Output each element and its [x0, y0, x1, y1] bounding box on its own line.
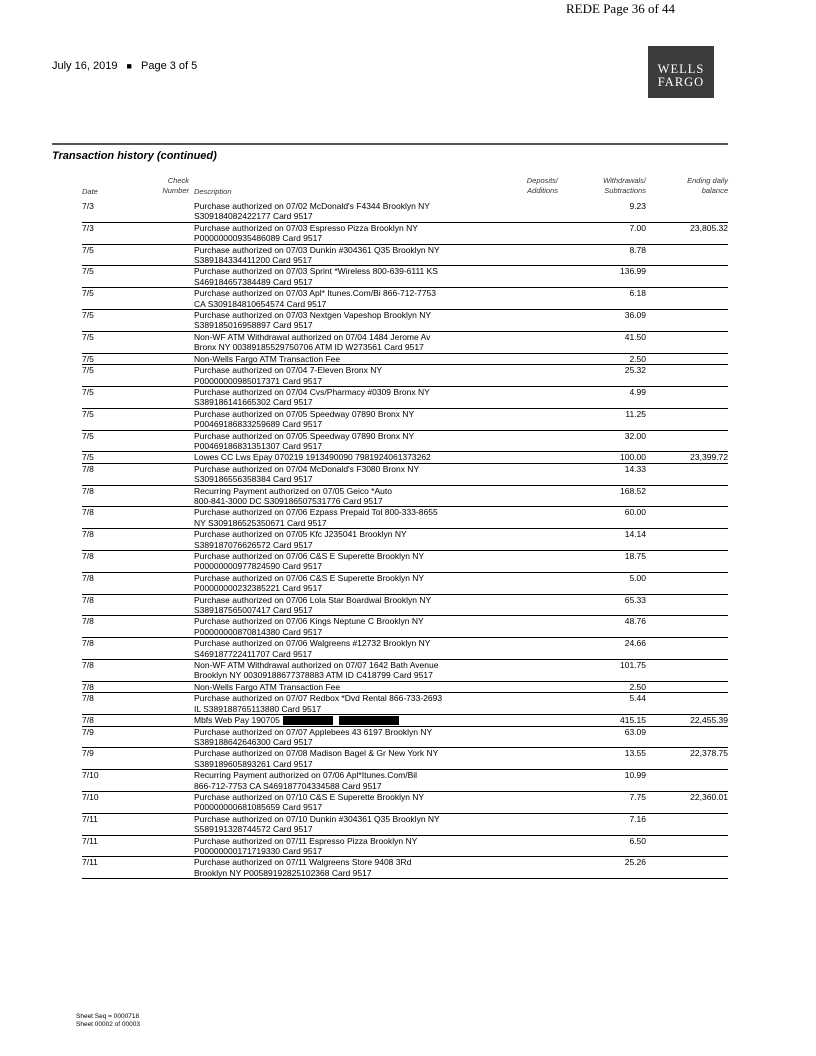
ending-daily-balance: 23,399.72: [690, 452, 728, 463]
transaction-date: 7/10: [82, 791, 99, 802]
col-check-line2: Number: [162, 186, 189, 195]
description-line1: Non-Wells Fargo ATM Transaction Fee: [194, 681, 341, 692]
transaction-description: [194, 727, 472, 748]
withdrawal-amount: 7.16: [629, 813, 646, 824]
transaction-description: [194, 266, 472, 287]
withdrawal-amount: 60.00: [624, 507, 646, 518]
withdrawal-amount: 7.75: [629, 791, 646, 802]
transaction-row: [82, 365, 728, 387]
withdrawal-amount: 168.52: [620, 485, 646, 496]
description-line2: S389185016958897 Card 9517: [194, 320, 313, 331]
transaction-description: [194, 365, 472, 386]
transaction-description: [194, 387, 472, 408]
ending-daily-balance: 23,805.32: [690, 222, 728, 233]
transaction-date: 7/3: [82, 201, 94, 211]
withdrawal-amount: 13.55: [624, 748, 646, 759]
transaction-date: 7/5: [82, 365, 94, 376]
transaction-row: [82, 727, 728, 749]
transaction-description: [194, 223, 472, 244]
transaction-description: [194, 693, 472, 714]
description-line1: Purchase authorized on 07/03 Espresso Pizza Brooklyn NY: [194, 222, 418, 233]
transaction-row: [82, 770, 728, 792]
description-line2: P00469186833259689 Card 9517: [194, 419, 323, 430]
description-line1: Purchase authorized on 07/07 Redbox *Dvd Rental 866-733-2693: [194, 693, 443, 704]
transaction-date: 7/8: [82, 507, 94, 518]
transaction-date: 7/8: [82, 529, 94, 540]
description-line2: S469184657384489 Card 9517: [194, 276, 313, 287]
transaction-row: [82, 266, 728, 288]
description-line1: Purchase authorized on 07/03 Sprint *Wireless 800-639-6111 KS: [194, 266, 438, 277]
description-line2: S389186141665302 Card 9517: [194, 397, 313, 408]
transaction-description: [194, 332, 472, 353]
transaction-date: 7/9: [82, 748, 94, 759]
col-balance-line1: Ending daily: [687, 176, 728, 185]
statement-page: Page 3 of 5: [141, 60, 198, 72]
transaction-date: 7/5: [82, 430, 94, 441]
transaction-row: [82, 857, 728, 879]
col-withdrawals-line2: Subtractions: [604, 186, 646, 195]
transaction-description: [194, 431, 472, 452]
transaction-row: [82, 551, 728, 573]
description-line1: Purchase authorized on 07/05 Speedway 07890 Bronx NY: [194, 408, 415, 419]
transaction-row: [82, 201, 728, 223]
transaction-date: 7/8: [82, 616, 94, 627]
statement-date: July 16, 2019: [52, 60, 118, 72]
transaction-row: [82, 354, 728, 365]
description-line1: Purchase authorized on 07/03 Dunkin #304361 Q35 Brooklyn NY: [194, 244, 440, 255]
description-line1: Purchase authorized on 07/04 McDonald's F3080 Bronx NY: [194, 463, 420, 474]
col-withdrawals: [580, 176, 646, 196]
transaction-date: 7/8: [82, 638, 94, 649]
transaction-row: [82, 715, 728, 726]
transaction-row: [82, 223, 728, 245]
transaction-description: [194, 452, 472, 462]
transaction-description: [194, 201, 472, 222]
transaction-date: 7/5: [82, 452, 94, 463]
description-line2: S389184334411200 Card 9517: [194, 255, 313, 266]
transaction-row: [82, 452, 728, 463]
description-line1: Lowes CC Lws Epay 070219 1913490090 7981924061373262: [194, 452, 431, 463]
transaction-description: [194, 792, 472, 813]
description-line1: Purchase authorized on 07/08 Madison Bagel & Gr New York NY: [194, 748, 439, 759]
withdrawal-amount: 100.00: [620, 452, 646, 463]
withdrawal-amount: 10.99: [624, 770, 646, 781]
description-line1: Purchase authorized on 07/05 Kfc J235041 Brooklyn NY: [194, 529, 407, 540]
description-line1: Purchase authorized on 07/10 C&S E Superette Brooklyn NY: [194, 791, 425, 802]
withdrawal-amount: 5.00: [629, 572, 646, 583]
transaction-date: 7/5: [82, 408, 94, 419]
description-line1: Purchase authorized on 07/06 Walgreens #12732 Brooklyn NY: [194, 638, 431, 649]
transaction-date: 7/8: [82, 572, 94, 583]
transaction-description: [194, 310, 472, 331]
transaction-row: [82, 616, 728, 638]
transaction-date: 7/8: [82, 681, 94, 692]
logo-line1: WELLS: [657, 62, 705, 76]
transaction-date: 7/5: [82, 310, 94, 321]
transaction-description: [194, 464, 472, 485]
withdrawal-amount: 65.33: [624, 594, 646, 605]
withdrawal-amount: 2.50: [629, 681, 646, 692]
withdrawal-amount: 25.26: [624, 857, 646, 868]
withdrawal-amount: 24.66: [624, 638, 646, 649]
wells-fargo-logo: [648, 46, 714, 98]
description-line2: P00000000870814380 Card 9517: [194, 626, 323, 637]
description-line2: P00000000977824590 Card 9517: [194, 561, 323, 572]
withdrawal-amount: 18.75: [624, 551, 646, 561]
transaction-row: [82, 748, 728, 770]
description-line1: Purchase authorized on 07/03 Apl* Itunes.Com/Bi 866-712-7753: [194, 288, 436, 299]
description-line2: P00469186831351307 Card 9517: [194, 440, 323, 451]
description-line2: P00000000232385221 Card 9517: [194, 583, 323, 594]
transaction-row: [82, 310, 728, 332]
ending-daily-balance: 22,455.39: [690, 715, 728, 726]
description-line1: Purchase authorized on 07/04 7-Eleven Bronx NY: [194, 365, 383, 376]
withdrawal-amount: 14.14: [624, 529, 646, 540]
transaction-row: [82, 507, 728, 529]
transaction-date: 7/5: [82, 266, 94, 277]
transaction-description: [194, 288, 472, 309]
transaction-description: [194, 748, 472, 769]
description-line1: Purchase authorized on 07/11 Walgreens Store 9408 3Rd: [194, 857, 412, 868]
transaction-date: 7/8: [82, 551, 94, 561]
statement-header: [52, 60, 197, 72]
transaction-row: [82, 693, 728, 715]
sheet-seq: Sheet Seq = 0000718: [76, 1013, 140, 1020]
withdrawal-amount: 5.44: [629, 693, 646, 704]
transaction-date: 7/10: [82, 770, 99, 781]
description-line2: S309184082422177 Card 9517: [194, 211, 313, 222]
transaction-description: [194, 551, 472, 572]
transaction-description: [194, 682, 472, 692]
section-title: Transaction history (continued): [52, 150, 217, 162]
section-divider: [52, 143, 728, 145]
description-line1: Purchase authorized on 07/03 Nextgen Vapeshop Brooklyn NY: [194, 310, 432, 321]
description-line2: P00000000171719330 Card 9517: [194, 845, 323, 856]
description-line1: Purchase authorized on 07/06 Kings Neptune C Brooklyn NY: [194, 616, 424, 627]
transaction-row: [82, 792, 728, 814]
transaction-description: [194, 857, 472, 878]
transaction-row: [82, 245, 728, 267]
description-line1: Purchase authorized on 07/04 Cvs/Pharmacy #0309 Bronx NY: [194, 386, 430, 397]
col-withdrawals-line1: Withdrawals/: [603, 176, 646, 185]
transaction-description: [194, 354, 472, 364]
description-line1: Purchase authorized on 07/05 Speedway 07890 Bronx NY: [194, 430, 415, 441]
description-line2: NY S309186525350671 Card 9517: [194, 517, 327, 528]
description-line1: Purchase authorized on 07/06 C&S E Superette Brooklyn NY: [194, 572, 425, 583]
transaction-description: [194, 616, 472, 637]
withdrawal-amount: 48.76: [624, 616, 646, 627]
col-deposits-line2: Additions: [527, 186, 558, 195]
transaction-description: [194, 486, 472, 507]
col-deposits: [500, 176, 558, 196]
description-line2: S589191328744572 Card 9517: [194, 824, 313, 835]
col-deposits-line1: Deposits/: [526, 176, 558, 185]
transaction-row: [82, 660, 728, 682]
transaction-row: [82, 409, 728, 431]
col-balance: [658, 176, 728, 196]
description-line1: Purchase authorized on 07/10 Dunkin #304361 Q35 Brooklyn NY: [194, 813, 440, 824]
description-line1: Purchase authorized on 07/02 McDonald's F4344 Brooklyn NY: [194, 201, 430, 211]
withdrawal-amount: 11.25: [625, 408, 646, 419]
withdrawal-amount: 41.50: [624, 331, 646, 342]
sheet-footer: [76, 1013, 140, 1029]
description-line2: CA S309184810654574 Card 9517: [194, 298, 327, 309]
withdrawal-amount: 6.18: [629, 288, 646, 299]
transaction-row: [82, 464, 728, 486]
description-line1: Purchase authorized on 07/06 Ezpass Prepaid Tol 800-333-8655: [194, 507, 438, 518]
transaction-date: 7/8: [82, 463, 94, 474]
description-line1: Recurring Payment authorized on 07/06 Apl*Itunes.Com/Bil: [194, 770, 418, 781]
withdrawal-amount: 101.75: [620, 660, 646, 671]
transaction-date: 7/5: [82, 331, 94, 342]
withdrawal-amount: 36.09: [624, 310, 646, 321]
description-line1: Recurring Payment authorized on 07/05 Geico *Auto: [194, 485, 392, 496]
transaction-date: 7/5: [82, 353, 94, 364]
description-line1: Non-WF ATM Withdrawal authorized on 07/04 1484 Jerome Av: [194, 331, 431, 342]
description-line2: S389187076626572 Card 9517: [194, 539, 313, 550]
rede-page-label: REDE Page 36 of 44: [566, 1, 676, 16]
description-line2: 866-712-7753 CA S469187704334588 Card 9517: [194, 780, 382, 791]
col-check-line1: Check: [167, 176, 189, 185]
ending-daily-balance: 22,360.01: [690, 791, 728, 802]
transaction-row: [82, 486, 728, 508]
col-check-number: [144, 176, 189, 196]
withdrawal-amount: 4.99: [629, 386, 646, 397]
transaction-date: 7/11: [82, 857, 98, 868]
description-line1: Purchase authorized on 07/11 Espresso Pizza Brooklyn NY: [194, 835, 418, 846]
withdrawal-amount: 14.33: [624, 463, 646, 474]
description-line2: S309186556358384 Card 9517: [194, 474, 313, 485]
transaction-row: [82, 595, 728, 617]
withdrawal-amount: 415.15: [620, 715, 646, 726]
transaction-row: [82, 288, 728, 310]
transaction-description: [194, 573, 472, 594]
transaction-description: [194, 814, 472, 835]
col-description: Description: [194, 187, 232, 196]
description-line2: S469187722411707 Card 9517: [194, 648, 313, 659]
transaction-description: [194, 409, 472, 430]
withdrawal-amount: 9.23: [629, 201, 646, 211]
transaction-description: [194, 595, 472, 616]
withdrawal-amount: 25.32: [624, 365, 646, 376]
header-bullet: ■: [126, 61, 132, 71]
withdrawal-amount: 7.00: [629, 222, 646, 233]
description-line2: Bronx NY 00389185529750706 ATM ID W273561 Card 9517: [194, 342, 424, 353]
description-line1: Purchase authorized on 07/07 Applebees 43 6197 Brooklyn NY: [194, 726, 433, 737]
transaction-description: [194, 660, 472, 681]
description-line1: Non-Wells Fargo ATM Transaction Fee: [194, 353, 341, 364]
transaction-date: 7/5: [82, 288, 94, 299]
description-line2: Brooklyn NY P00589192825102368 Card 9517: [194, 867, 372, 878]
transaction-row: [82, 836, 728, 858]
withdrawal-amount: 6.50: [629, 835, 646, 846]
transaction-date: 7/8: [82, 485, 94, 496]
description-line2: S389189605893261 Card 9517: [194, 758, 313, 769]
transaction-row: [82, 638, 728, 660]
redaction-block: [283, 716, 333, 725]
transaction-date: 7/11: [82, 835, 98, 846]
transaction-description: [194, 836, 472, 857]
description-line2: P00000000935486089 Card 9517: [194, 233, 323, 244]
description-line1: Non-WF ATM Withdrawal authorized on 07/07 1642 Bath Avenue: [194, 660, 439, 671]
transaction-date: 7/9: [82, 726, 94, 737]
transaction-description: [194, 715, 472, 725]
transaction-row: [82, 573, 728, 595]
transaction-date: 7/11: [82, 813, 98, 824]
withdrawal-amount: 8.78: [629, 244, 646, 255]
withdrawal-amount: 136.99: [620, 266, 646, 277]
transaction-description: [194, 245, 472, 266]
withdrawal-amount: 2.50: [629, 353, 646, 364]
transaction-date: 7/8: [82, 715, 94, 726]
logo-line2: FARGO: [657, 75, 705, 89]
transaction-row: [82, 682, 728, 693]
transaction-description: [194, 638, 472, 659]
transaction-row: [82, 332, 728, 354]
transaction-row: [82, 431, 728, 453]
description-line2: P00000000985017371 Card 9517: [194, 375, 323, 386]
transaction-table: [82, 201, 728, 879]
ending-daily-balance: 22,378.75: [690, 748, 728, 759]
transaction-description: [194, 507, 472, 528]
description-line2: 800-841-3000 DC S309186507531776 Card 9517: [194, 495, 383, 506]
description-line2: IL S389188765113880 Card 9517: [194, 703, 322, 714]
redaction-block: [339, 716, 399, 725]
withdrawal-amount: 32.00: [624, 430, 646, 441]
description-line1: Purchase authorized on 07/06 C&S E Superette Brooklyn NY: [194, 551, 425, 561]
description-line1: Mbfs Web Pay 190705: [194, 715, 280, 726]
transaction-row: [82, 387, 728, 409]
col-balance-line2: balance: [701, 186, 728, 195]
description-line2: P00000000681085659 Card 9517: [194, 802, 323, 813]
transaction-row: [82, 814, 728, 836]
withdrawal-amount: 63.09: [624, 726, 646, 737]
col-date: Date: [82, 187, 98, 196]
transaction-date: 7/3: [82, 222, 94, 233]
transaction-date: 7/8: [82, 660, 94, 671]
sheet-count: Sheet 00002 of 00003: [76, 1021, 140, 1028]
transaction-date: 7/5: [82, 386, 94, 397]
description-line2: S389188642646300 Card 9517: [194, 736, 313, 747]
description-line2: Brooklyn NY 00309188677378883 ATM ID C418799 Card 9517: [194, 670, 433, 681]
transaction-date: 7/8: [82, 693, 94, 704]
transaction-description: [194, 770, 472, 791]
transaction-date: 7/8: [82, 594, 94, 605]
description-line2: S389187565007417 Card 9517: [194, 605, 313, 616]
transaction-description: [194, 529, 472, 550]
transaction-date: 7/5: [82, 244, 94, 255]
description-line1: Purchase authorized on 07/06 Lola Star Boardwal Brooklyn NY: [194, 594, 432, 605]
transaction-row: [82, 529, 728, 551]
